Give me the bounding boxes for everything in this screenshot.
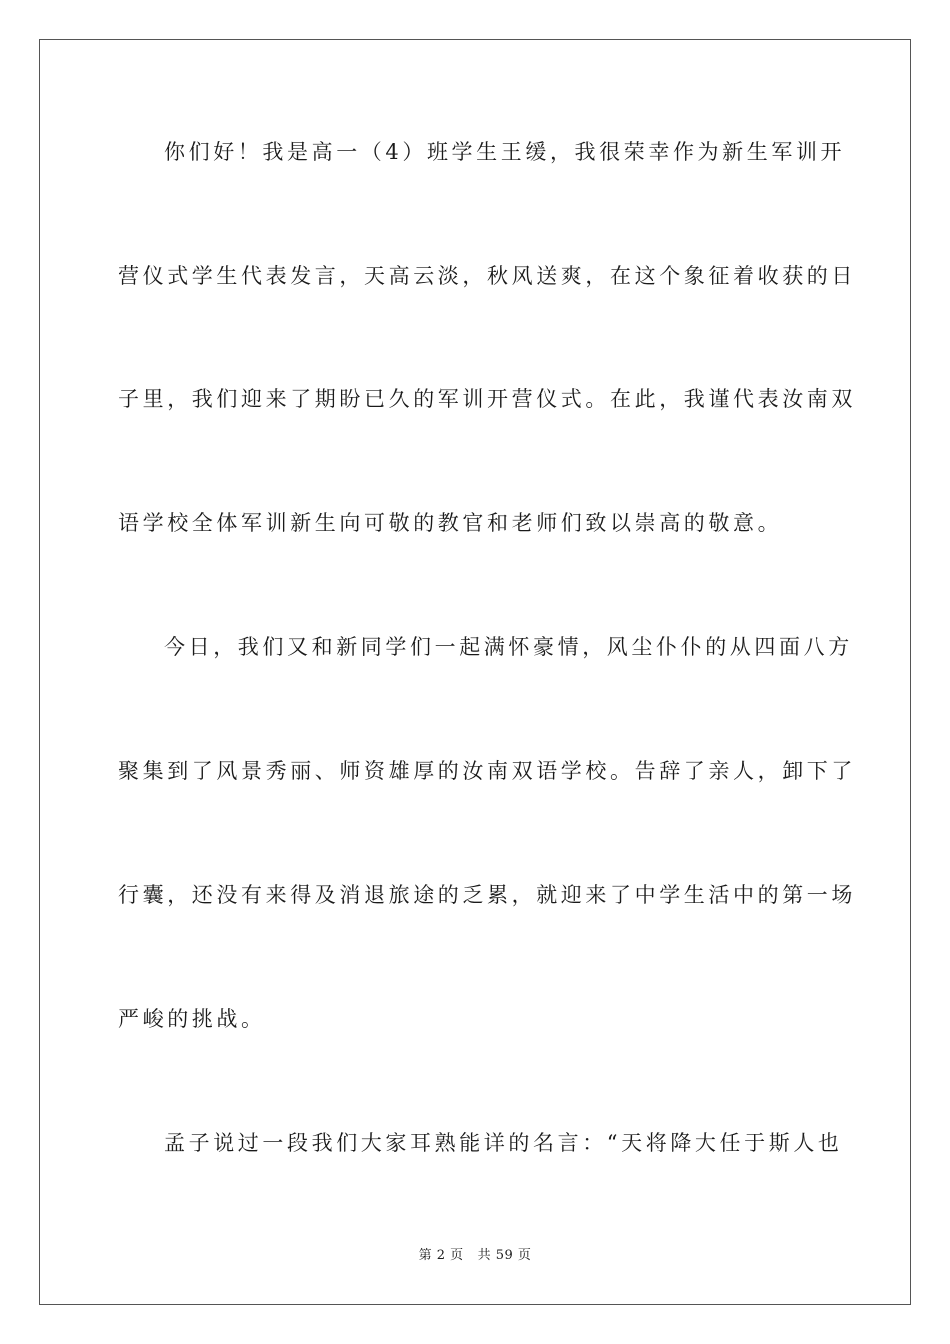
paragraph-line: 严峻的挑战。 [118,1007,266,1031]
paragraph-line: 行囊，还没有来得及消退旅途的乏累，就迎来了中学生活中的第一场 [118,883,856,907]
paragraph-line: 语学校全体军训新生向可敬的教官和老师们致以崇高的敬意。 [118,511,783,535]
paragraph-line: 子里，我们迎来了期盼已久的军训开营仪式。在此，我谨代表汝南双 [118,387,856,411]
page-total: 共 59 页 [477,1248,532,1263]
page-footer [0,1247,950,1265]
paragraph-line: 聚集到了风景秀丽、师资雄厚的汝南双语学校。告辞了亲人，卸下了 [118,759,856,783]
paragraph-line: 你们好！我是高一（4）班学生王缓，我很荣幸作为新生军训开 [164,140,846,164]
paragraph-line: 孟子说过一段我们大家耳熟能详的名言：“天将降大任于斯人也 [164,1131,843,1155]
page-number: 第 2 页 [418,1248,464,1263]
page-border [39,39,911,1305]
paragraph-line: 今日，我们又和新同学们一起满怀豪情，风尘仆仆的从四面八方 [164,635,853,659]
paragraph-line: 营仪式学生代表发言，天高云淡，秋风送爽，在这个象征着收获的日 [118,264,856,288]
